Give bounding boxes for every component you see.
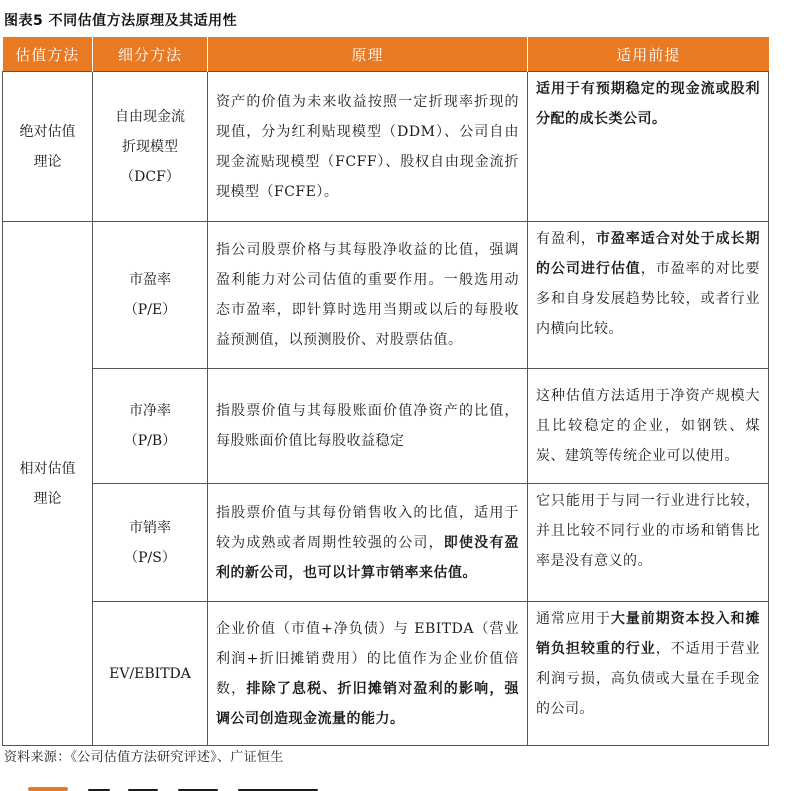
premise-cell-ev-ebitda: 通常应用于大量前期资本投入和摊销负担较重的行业，不适用于营业利润亏损，高负债或大量在手现金的公司。 — [528, 602, 769, 746]
group-cell-absolute — [3, 72, 93, 222]
group-label-relative: 相对估值 理论 — [19, 460, 76, 507]
header-valuation-method: 估值方法 — [3, 37, 93, 72]
principle-cell-ps: 指股票价值与其每份销售收入的比值，适用于较为成熟或者周期性较强的公司，即使没有盈利的新公司，也可以计算市销率来估值。 — [208, 484, 528, 602]
figure-title: 图表5 不同估值方法原理及其适用性 — [4, 13, 238, 29]
method-cell-dcf — [93, 72, 208, 222]
header-principle: 原理 — [208, 37, 528, 72]
method-cell-ev-ebitda — [93, 602, 208, 746]
table-row — [3, 369, 769, 484]
table-header-row — [3, 37, 769, 72]
method-cell-ps — [93, 484, 208, 602]
principle-cell-ev-ebitda: 企业价值（市值+净负债）与 EBITDA（营业利润+折旧摊销费用）的比值作为企业价值倍数，排除了息税、折旧摊销对盈利的影响，强调公司创造现金流量的能力。 — [208, 602, 528, 746]
premise-cell-ps: 它只能用于与同一行业进行比较，并且比较不同行业的市场和销售比率是没有意义的。 — [528, 484, 769, 602]
table-row — [3, 602, 769, 746]
premise-cell-dcf: 适用于有预期稳定的现金流或股利分配的成长类公司。 — [528, 72, 769, 222]
table-row — [3, 222, 769, 369]
source-note: 资料来源：《公司估值方法研究评述》、广证恒生 — [4, 750, 284, 765]
method-label-ps: 市销率 （P/S） — [124, 519, 176, 566]
group-label-absolute: 绝对估值 理论 — [19, 123, 76, 170]
principle-cell-pb: 指股票价值与其每股账面价值净资产的比值，每股账面价值比每股收益稳定 — [208, 369, 528, 484]
method-label-dcf: 自由现金流 折现模型 （DCF） — [115, 108, 185, 185]
table-row — [3, 484, 769, 602]
group-cell-relative — [3, 222, 93, 746]
premise-cell-pb: 这种估值方法适用于净资产规模大且比较稳定的企业，如钢铁、煤炭、建筑等传统企业可以使用。 — [528, 369, 769, 484]
cropped-heading-fragment — [28, 787, 68, 791]
next-section-heading-cropped — [28, 778, 328, 791]
valuation-methods-table — [2, 37, 769, 746]
header-sub-method: 细分方法 — [93, 37, 208, 72]
method-label-pe: 市盈率 （P/E） — [123, 272, 177, 318]
premise-cell-pe: 有盈利，市盈率适合对处于成长期的公司进行估值，市盈率的对比要多和自身发展趋势比较，或者行业内横向比较。 — [528, 222, 769, 369]
method-label-pb: 市净率 （P/B） — [123, 403, 177, 449]
principle-cell-dcf: 资产的价值为未来收益按照一定折现率折现的现值，分为红利贴现模型（DDM）、公司自由现金流贴现模型（FCFF）、股权自由现金流折现模型（FCFE）。 — [208, 72, 528, 222]
method-cell-pe — [93, 222, 208, 369]
method-cell-pb — [93, 369, 208, 484]
table-row — [3, 72, 769, 222]
method-label-ev-ebitda: EV/EBITDA — [109, 665, 191, 682]
header-premise: 适用前提 — [528, 37, 769, 72]
principle-cell-pe: 指公司股票价格与其每股净收益的比值，强调盈利能力对公司估值的重要作用。一般选用动态市盈率，即针算时选用当期或以后的每股收益预测值，以预测股价、对股票估值。 — [208, 222, 528, 369]
